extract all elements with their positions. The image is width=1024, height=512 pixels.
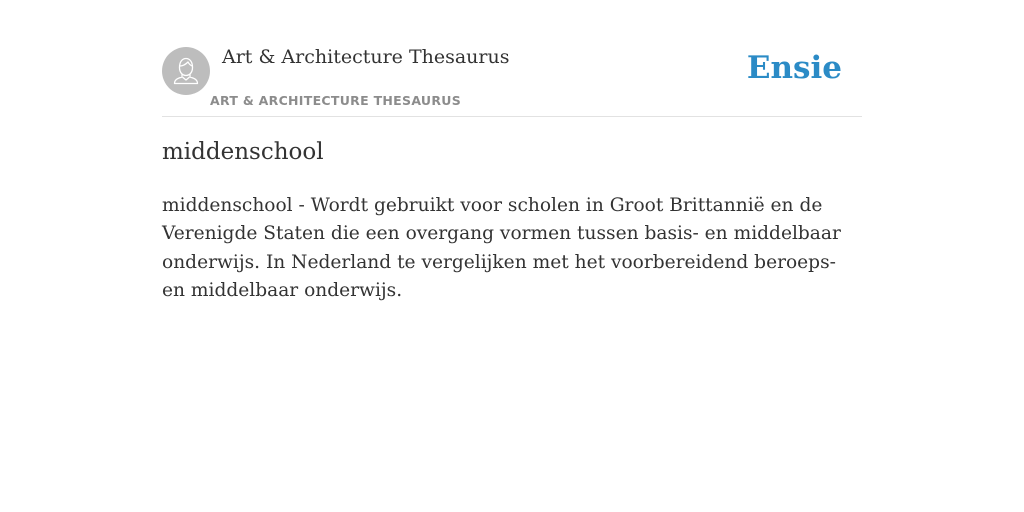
brand-logo[interactable]: Ensie [746,50,842,86]
page-header [162,0,862,117]
article-body: middenschool - Wordt gebruikt voor scholen in Groot Brittannië en de Verenigde Staten die een overgang vormen tussen basis- en middelbaar onderwijs. In Nederland te vergelijken met het voorbereidend beroeps- en middelbaar onderwijs. [162,195,841,301]
category-link[interactable]: ART & ARCHITECTURE THESAURUS [210,93,462,108]
article-title: middenschool [162,139,324,165]
author-name-link[interactable]: Art & Architecture Thesaurus [222,46,510,68]
user-silhouette-icon [162,47,210,95]
page-container [162,0,862,301]
author-avatar[interactable] [162,47,210,95]
